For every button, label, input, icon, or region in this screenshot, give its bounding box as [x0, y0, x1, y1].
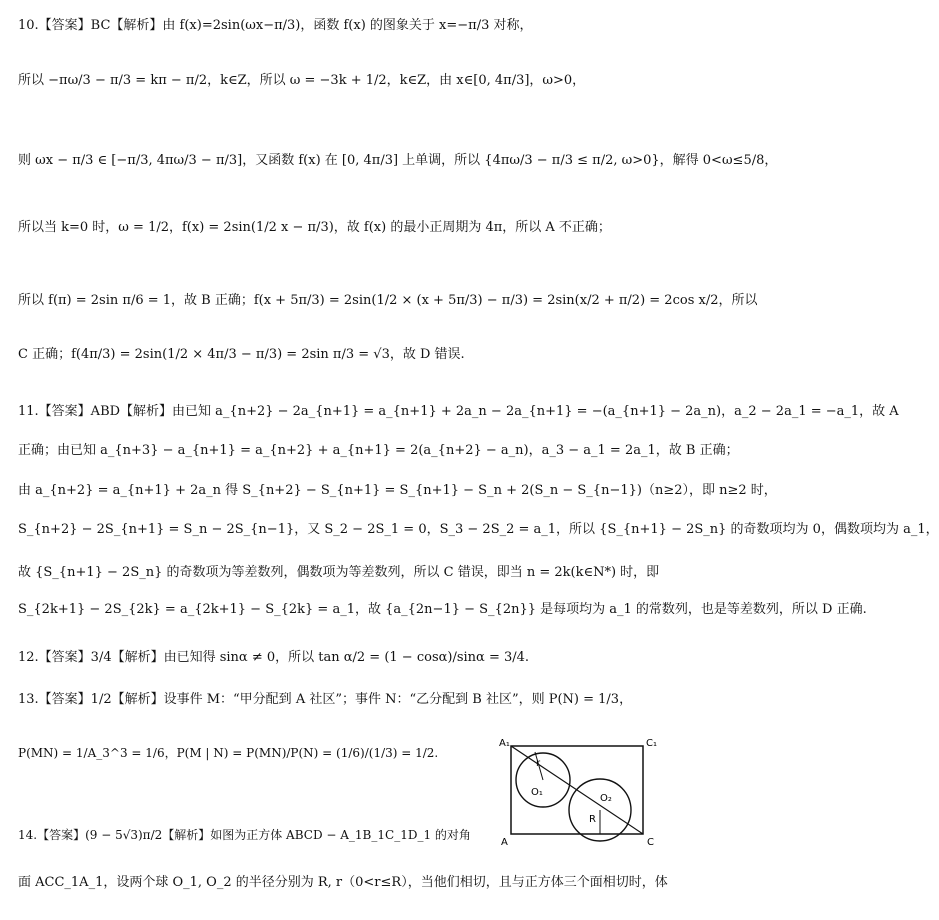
label-a: A — [501, 837, 508, 848]
text-line-11: 故 {S_{n+1} − 2S_n} 的奇数项为等差数列，偶数项为等差数列，所以 C 错误，即当 n = 2k(k∈N*) 时，即 — [18, 565, 660, 580]
label-a1: A₁ — [499, 738, 510, 749]
text-line-8: 正确；由已知 a_{n+3} − a_{n+1} = a_{n+2} + a_{n+1} = 2(a_{n+2} − a_n)，a_3 − a_1 = 2a_1，故 B 正确； — [18, 443, 739, 458]
text-line-15: P(MN) = 1/A_3^3 = 1/6，P(M | N) = P(MN)/P(N) = (1/6)/(1/3) = 1/2. — [18, 746, 439, 760]
text-line-10: S_{n+2} − 2S_{n+1} = S_n − 2S_{n−1}，又 S_2 − 2S_1 = 0，S_3 − 2S_2 = a_1，所以 {S_{n+1} − 2S_n} 的奇数项均为 0，偶数项均为 a_1， — [18, 522, 939, 537]
text-line-4: 所以当 k=0 时，ω = 1/2，f(x) = 2sin(1/2 x − π/3)，故 f(x) 的最小正周期为 4π，所以 A 不正确； — [18, 220, 611, 235]
diagonal-plane-diagram — [497, 738, 657, 848]
text-line-17: 面 ACC_1A_1，设两个球 O_1, O_2 的半径分别为 R, r（0<r≤R），当他们相切，且与正方体三个面相切时，体 — [18, 875, 668, 890]
label-c1: C₁ — [646, 738, 657, 749]
label-o1: O₁ — [531, 787, 543, 798]
text-line-5: 所以 f(π) = 2sin π/6 = 1，故 B 正确；f(x + 5π/3) = 2sin(1/2 × (x + 5π/3) − π/3) = 2sin(x/2 + π/2) = 2cos x/2，所以 — [18, 293, 758, 308]
text-line-1: 10.【答案】BC【解析】由 f(x)=2sin(ωx−π/3)，函数 f(x) 的图象关于 x=−π/3 对称， — [18, 18, 533, 33]
text-line-12: S_{2k+1} − 2S_{2k} = a_{2k+1} − S_{2k} = a_1，故 {a_{2n−1} − S_{2n}} 是每项均为 a_1 的常数列，也是等差数列，所以 D 正确. — [18, 602, 867, 617]
text-line-13: 12.【答案】3/4【解析】由已知得 sinα ≠ 0，所以 tan α/2 = (1 − cosα)/sinα = 3/4. — [18, 650, 530, 665]
text-line-7: 11.【答案】ABD【解析】由已知 a_{n+2} − 2a_{n+1} = a_{n+1} + 2a_n − 2a_{n+1} = −(a_{n+1} − 2a_n)，a_2 − 2a_1 = −a_1，故 A — [18, 404, 899, 419]
label-R: R — [589, 814, 596, 825]
text-line-14: 13.【答案】1/2【解析】设事件 M：“甲分配到 A 社区”；事件 N：“乙分配到 B 社区”，则 P(N) = 1/3， — [18, 692, 633, 707]
text-line-16: 14.【答案】(9 − 5√3)π/2【解析】如图为正方体 ABCD − A_1B_1C_1D_1 的对角 — [18, 828, 471, 842]
label-c: C — [647, 837, 654, 848]
text-line-3: 则 ωx − π/3 ∈ [−π/3, 4πω/3 − π/3]，又函数 f(x) 在 [0, 4π/3] 上单调，所以 {4πω/3 − π/3 ≤ π/2, ω>0}，解得 0<ω≤5/8， — [18, 153, 778, 168]
label-r: r — [536, 758, 541, 769]
text-line-6: C 正确；f(4π/3) = 2sin(1/2 × 4π/3 − π/3) = 2sin π/3 = √3，故 D 错误. — [18, 347, 465, 362]
text-line-9: 由 a_{n+2} = a_{n+1} + 2a_n 得 S_{n+2} − S_{n+1} = S_{n+1} − S_n + 2(S_n − S_{n−1})（n≥2），即 n≥2 时， — [18, 483, 777, 498]
text-line-2: 所以 −πω/3 − π/3 = kπ − π/2，k∈Z，所以 ω = −3k + 1/2，k∈Z，由 x∈[0, 4π/3]，ω>0， — [18, 73, 586, 88]
label-o2: O₂ — [600, 793, 612, 804]
geometry-figure — [497, 738, 657, 848]
